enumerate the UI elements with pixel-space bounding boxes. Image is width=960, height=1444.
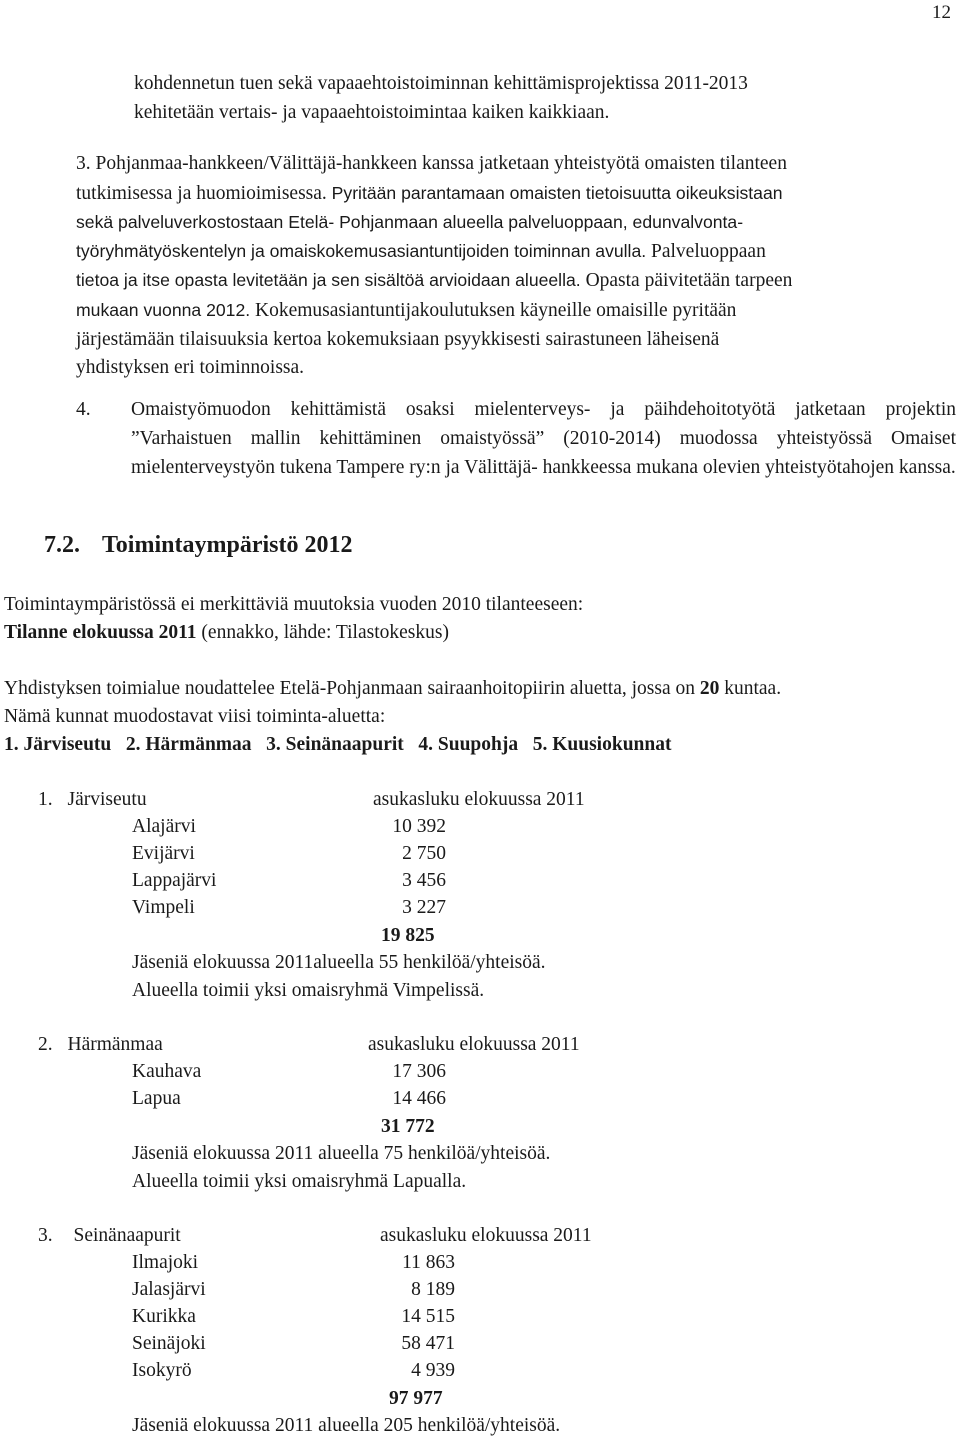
item-3-line-4: työryhmätyöskentelyn ja omaiskokemusasiantuntijoiden toiminnan avulla. xyxy=(76,240,647,261)
area-1-heading xyxy=(38,789,147,811)
item-4-paragraph xyxy=(76,395,956,482)
area-2-name: Härmänmaa xyxy=(67,1034,163,1055)
item-3-lead: Pohjanmaa-hankkeen/Välittäjä-hankkeen kanssa jatketaan yhteistyötä omaisten tilanteen xyxy=(95,153,787,174)
municipality-population: 58 471 xyxy=(401,1333,455,1354)
area-2-population-header: asukasluku elokuussa 2011 xyxy=(368,1034,580,1055)
municipality-name: Vimpeli xyxy=(132,897,195,918)
municipality-population: 4 939 xyxy=(411,1360,455,1381)
municipality-name: Jalasjärvi xyxy=(132,1279,206,1300)
municipality-population: 11 863 xyxy=(402,1252,455,1273)
area-1-population-header: asukasluku elokuussa 2011 xyxy=(373,789,585,810)
item-3-text-4: Kokemusasiantuntijakoulutuksen käyneille omaisille pyritään xyxy=(255,299,737,321)
municipality-name: Kauhava xyxy=(132,1061,202,1082)
section-number: 7.2. xyxy=(44,532,80,558)
region-text-a: Yhdistyksen toimialue noudattelee Etelä-Pohjanmaan sairaanhoitopiirin aluetta, jossa on xyxy=(4,678,700,699)
region-text-b: kuntaa. xyxy=(719,678,782,699)
environment-line: Toimintaympäristössä ei merkittäviä muutoksia vuoden 2010 tilanteeseen: xyxy=(4,594,584,615)
intro-line-2: kehitetään vertais- ja vapaaehtoistoimintaa kaiken kaikkiaan. xyxy=(134,101,610,123)
area-3-population-header: asukasluku elokuussa 2011 xyxy=(380,1225,592,1246)
region-count: 20 xyxy=(699,678,720,699)
area-3-total: 97 977 xyxy=(389,1388,443,1409)
intro-line-1: kohdennetun tuen sekä vapaaehtoistoiminnan kehittämisprojektissa 2011-2013 xyxy=(134,73,748,94)
section-title: Toimintaympäristö 2012 xyxy=(102,532,353,558)
municipality-population: 17 306 xyxy=(392,1061,446,1082)
page-number: 12 xyxy=(932,2,951,23)
item-3-line-5: tietoa ja itse opasta levitetään ja sen sisältöä arvioidaan alueella. xyxy=(76,270,581,291)
municipality-name: Isokyrö xyxy=(132,1360,192,1381)
municipality-name: Ilmajoki xyxy=(132,1252,199,1273)
area-1-groups: Alueella toimii yksi omaisryhmä Vimpelissä. xyxy=(132,980,485,1001)
municipality-name: Seinäjoki xyxy=(132,1333,206,1354)
municipality-population: 10 392 xyxy=(392,816,446,837)
municipality-name: Lappajärvi xyxy=(132,870,217,891)
area-2-groups: Alueella toimii yksi omaisryhmä Lapualla. xyxy=(132,1171,467,1192)
item-4-number: 4. xyxy=(76,399,91,420)
situation-label: Tilanne elokuussa 2011 xyxy=(4,622,197,643)
section-heading xyxy=(44,532,352,559)
item-3-text-1: Pyritään parantamaan omaisten tietoisuutta oikeuksistaan xyxy=(331,182,783,203)
area-1-members: Jäseniä elokuussa 2011alueella 55 henkilöä/yhteisöä. xyxy=(132,952,546,973)
area-1-name: Järviseutu xyxy=(67,789,147,810)
item-3-number: 3. xyxy=(76,153,91,174)
municipality-name: Kurikka xyxy=(132,1306,196,1327)
municipality-name: Alajärvi xyxy=(132,816,196,837)
item-3-paragraph xyxy=(76,150,946,383)
area-3-members: Jäseniä elokuussa 2011 alueella 205 henkilöä/yhteisöä. xyxy=(132,1415,561,1436)
municipality-population: 14 466 xyxy=(392,1088,446,1109)
municipality-name: Evijärvi xyxy=(132,843,195,864)
area-3-name: Seinänaapurit xyxy=(73,1225,181,1246)
municipality-population: 3 456 xyxy=(402,870,446,891)
item-4-text: Omaistyömuodon kehittämistä osaksi mielenterveys- ja päihdehoitotyötä jatketaan projektin ”Varhaistuen mallin kehittäminen omaistyössä” (2010-2014) muodossa yhteistyössä Omaiset mielenterveystyön tukena Tampere ry:n ja Välittäjä- hankkeessa mukana olevien yhteistyötahojen kanssa. xyxy=(131,399,956,478)
item-3-text-2: Palveluoppaan xyxy=(651,240,766,262)
situation-source: (ennakko, lähde: Tilastokeskus) xyxy=(196,622,449,643)
situation-line xyxy=(4,622,449,644)
item-3-text-3: Opasta päivitetään tarpeen xyxy=(585,270,793,292)
region-line-2: Nämä kunnat muodostavat viisi toiminta-aluetta: xyxy=(4,706,386,727)
area-2-heading xyxy=(38,1034,163,1056)
item-3-lead-2: tutkimisessa ja huomioimisessa. xyxy=(76,182,327,204)
area-2-members: Jäseniä elokuussa 2011 alueella 75 henkilöä/yhteisöä. xyxy=(132,1143,551,1164)
item-3-line-3: sekä palveluverkostostaan Etelä- Pohjanmaan alueella palveluoppaan, edunvalvonta- xyxy=(76,212,744,233)
region-line xyxy=(4,678,781,700)
area-1-total: 19 825 xyxy=(381,925,435,946)
area-1-number: 1. xyxy=(38,789,53,810)
municipality-population: 8 189 xyxy=(411,1279,455,1300)
area-2-number: 2. xyxy=(38,1034,53,1055)
item-3-line-7: järjestämään tilaisuuksia kertoa kokemuksiaan psyykkisesti sairastuneen läheisenä xyxy=(76,328,720,350)
item-3-line-8: yhdistyksen eri toiminnoissa. xyxy=(76,357,305,379)
municipality-population: 14 515 xyxy=(401,1306,455,1327)
area-3-heading xyxy=(38,1225,181,1247)
areas-list: 1. Järviseutu 2. Härmänmaa 3. Seinänaapurit 4. Suupohja 5. Kuusiokunnat xyxy=(4,734,672,755)
area-2-total: 31 772 xyxy=(381,1116,435,1137)
municipality-population: 3 227 xyxy=(402,897,446,918)
municipality-name: Lapua xyxy=(132,1088,181,1109)
municipality-population: 2 750 xyxy=(402,843,446,864)
item-3-line-6: mukaan vuonna 2012. xyxy=(76,299,251,320)
area-3-number: 3. xyxy=(38,1225,53,1246)
intro-paragraph xyxy=(134,70,960,127)
